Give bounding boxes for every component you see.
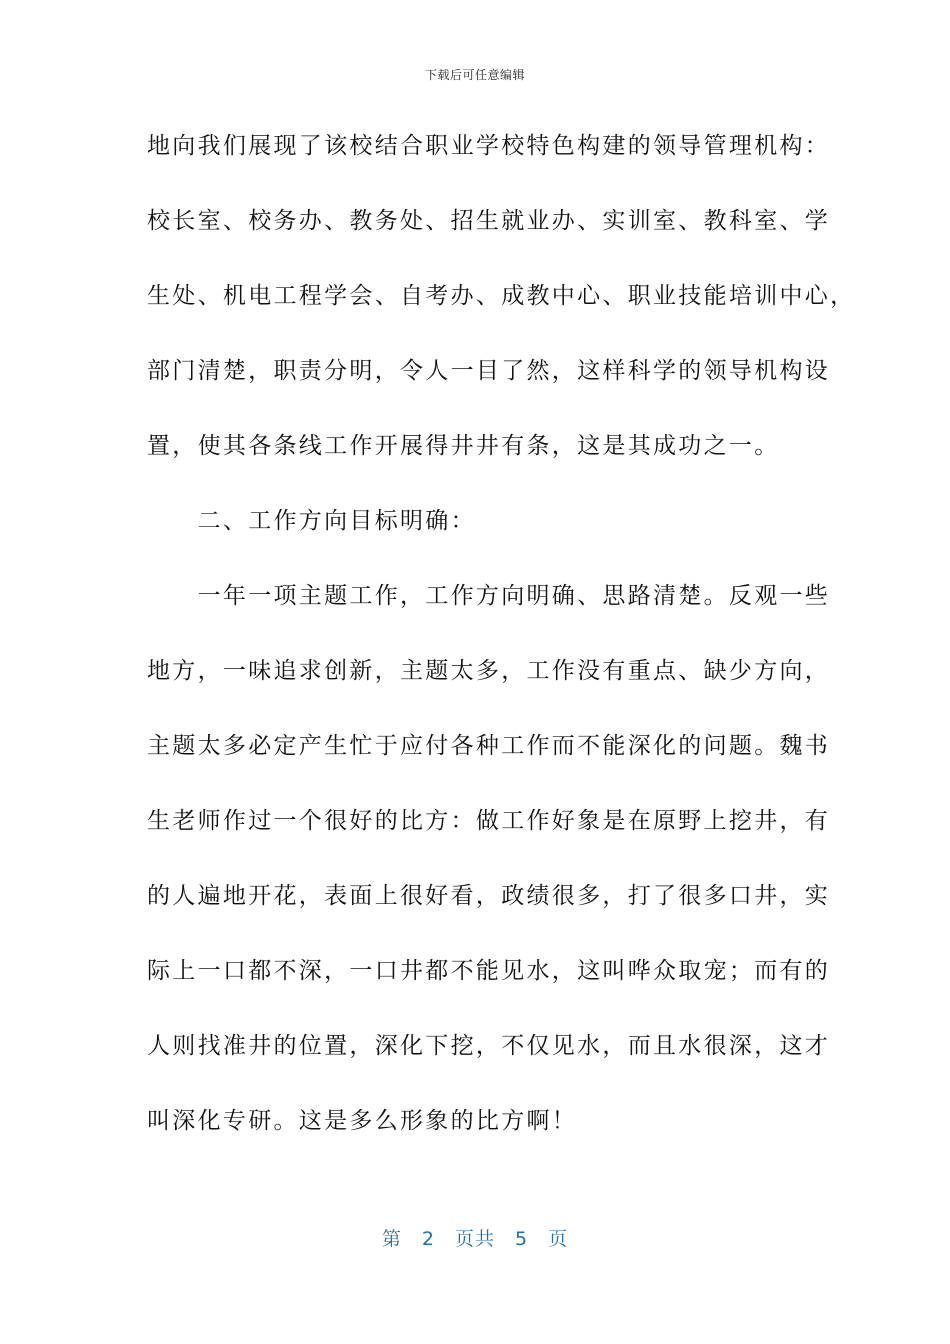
text-line: 际上一口都不深，一口井都不能见水，这叫哗众取宠；而有的 — [147, 958, 831, 984]
text-line: 的人遍地开花，表面上很好看，政绩很多，打了很多口井，实 — [147, 883, 831, 909]
total-pages-number: 5 — [515, 1228, 529, 1250]
document-body — [147, 124, 856, 1174]
text-line: 主题太多必定产生忙于应付各种工作而不能深化的问题。魏书 — [147, 733, 831, 759]
text-line: 地方，一味追求创新，主题太多，工作没有重点、缺少方向， — [147, 658, 831, 684]
text-line: 一年一项主题工作，工作方向明确、思路清楚。反观一些 — [147, 583, 831, 609]
current-page-number: 2 — [421, 1228, 435, 1250]
text-line: 地向我们展现了该校结合职业学校特色构建的领导管理机构： — [147, 133, 831, 159]
text-line: 生老师作过一个很好的比方：做工作好象是在原野上挖井，有 — [147, 808, 831, 834]
text-line: 置，使其各条线工作开展得井井有条，这是其成功之一。 — [147, 433, 780, 459]
text-line: 人则找准井的位置，深化下挖，不仅见水，而且水很深，这才 — [147, 1033, 831, 1059]
page-label-prefix: 第 — [381, 1228, 402, 1250]
text-line: 部门清楚，职责分明，令人一目了然，这样科学的领导机构设 — [147, 358, 831, 384]
page-label-suffix: 页 — [548, 1228, 569, 1250]
page-label-middle: 页共 — [454, 1228, 495, 1250]
page-header: 下载后可任意编辑 — [424, 68, 525, 82]
page-footer — [0, 1224, 950, 1251]
text-line: 生处、机电工程学会、自考办、成教中心、职业技能培训中心， — [147, 283, 856, 309]
section-heading: 二、工作方向目标明确： — [147, 508, 476, 534]
text-line: 叫深化专研。这是多么形象的比方啊！ — [147, 1108, 578, 1134]
text-line: 校长室、校务办、教务处、招生就业办、实训室、教科室、学 — [147, 208, 831, 234]
